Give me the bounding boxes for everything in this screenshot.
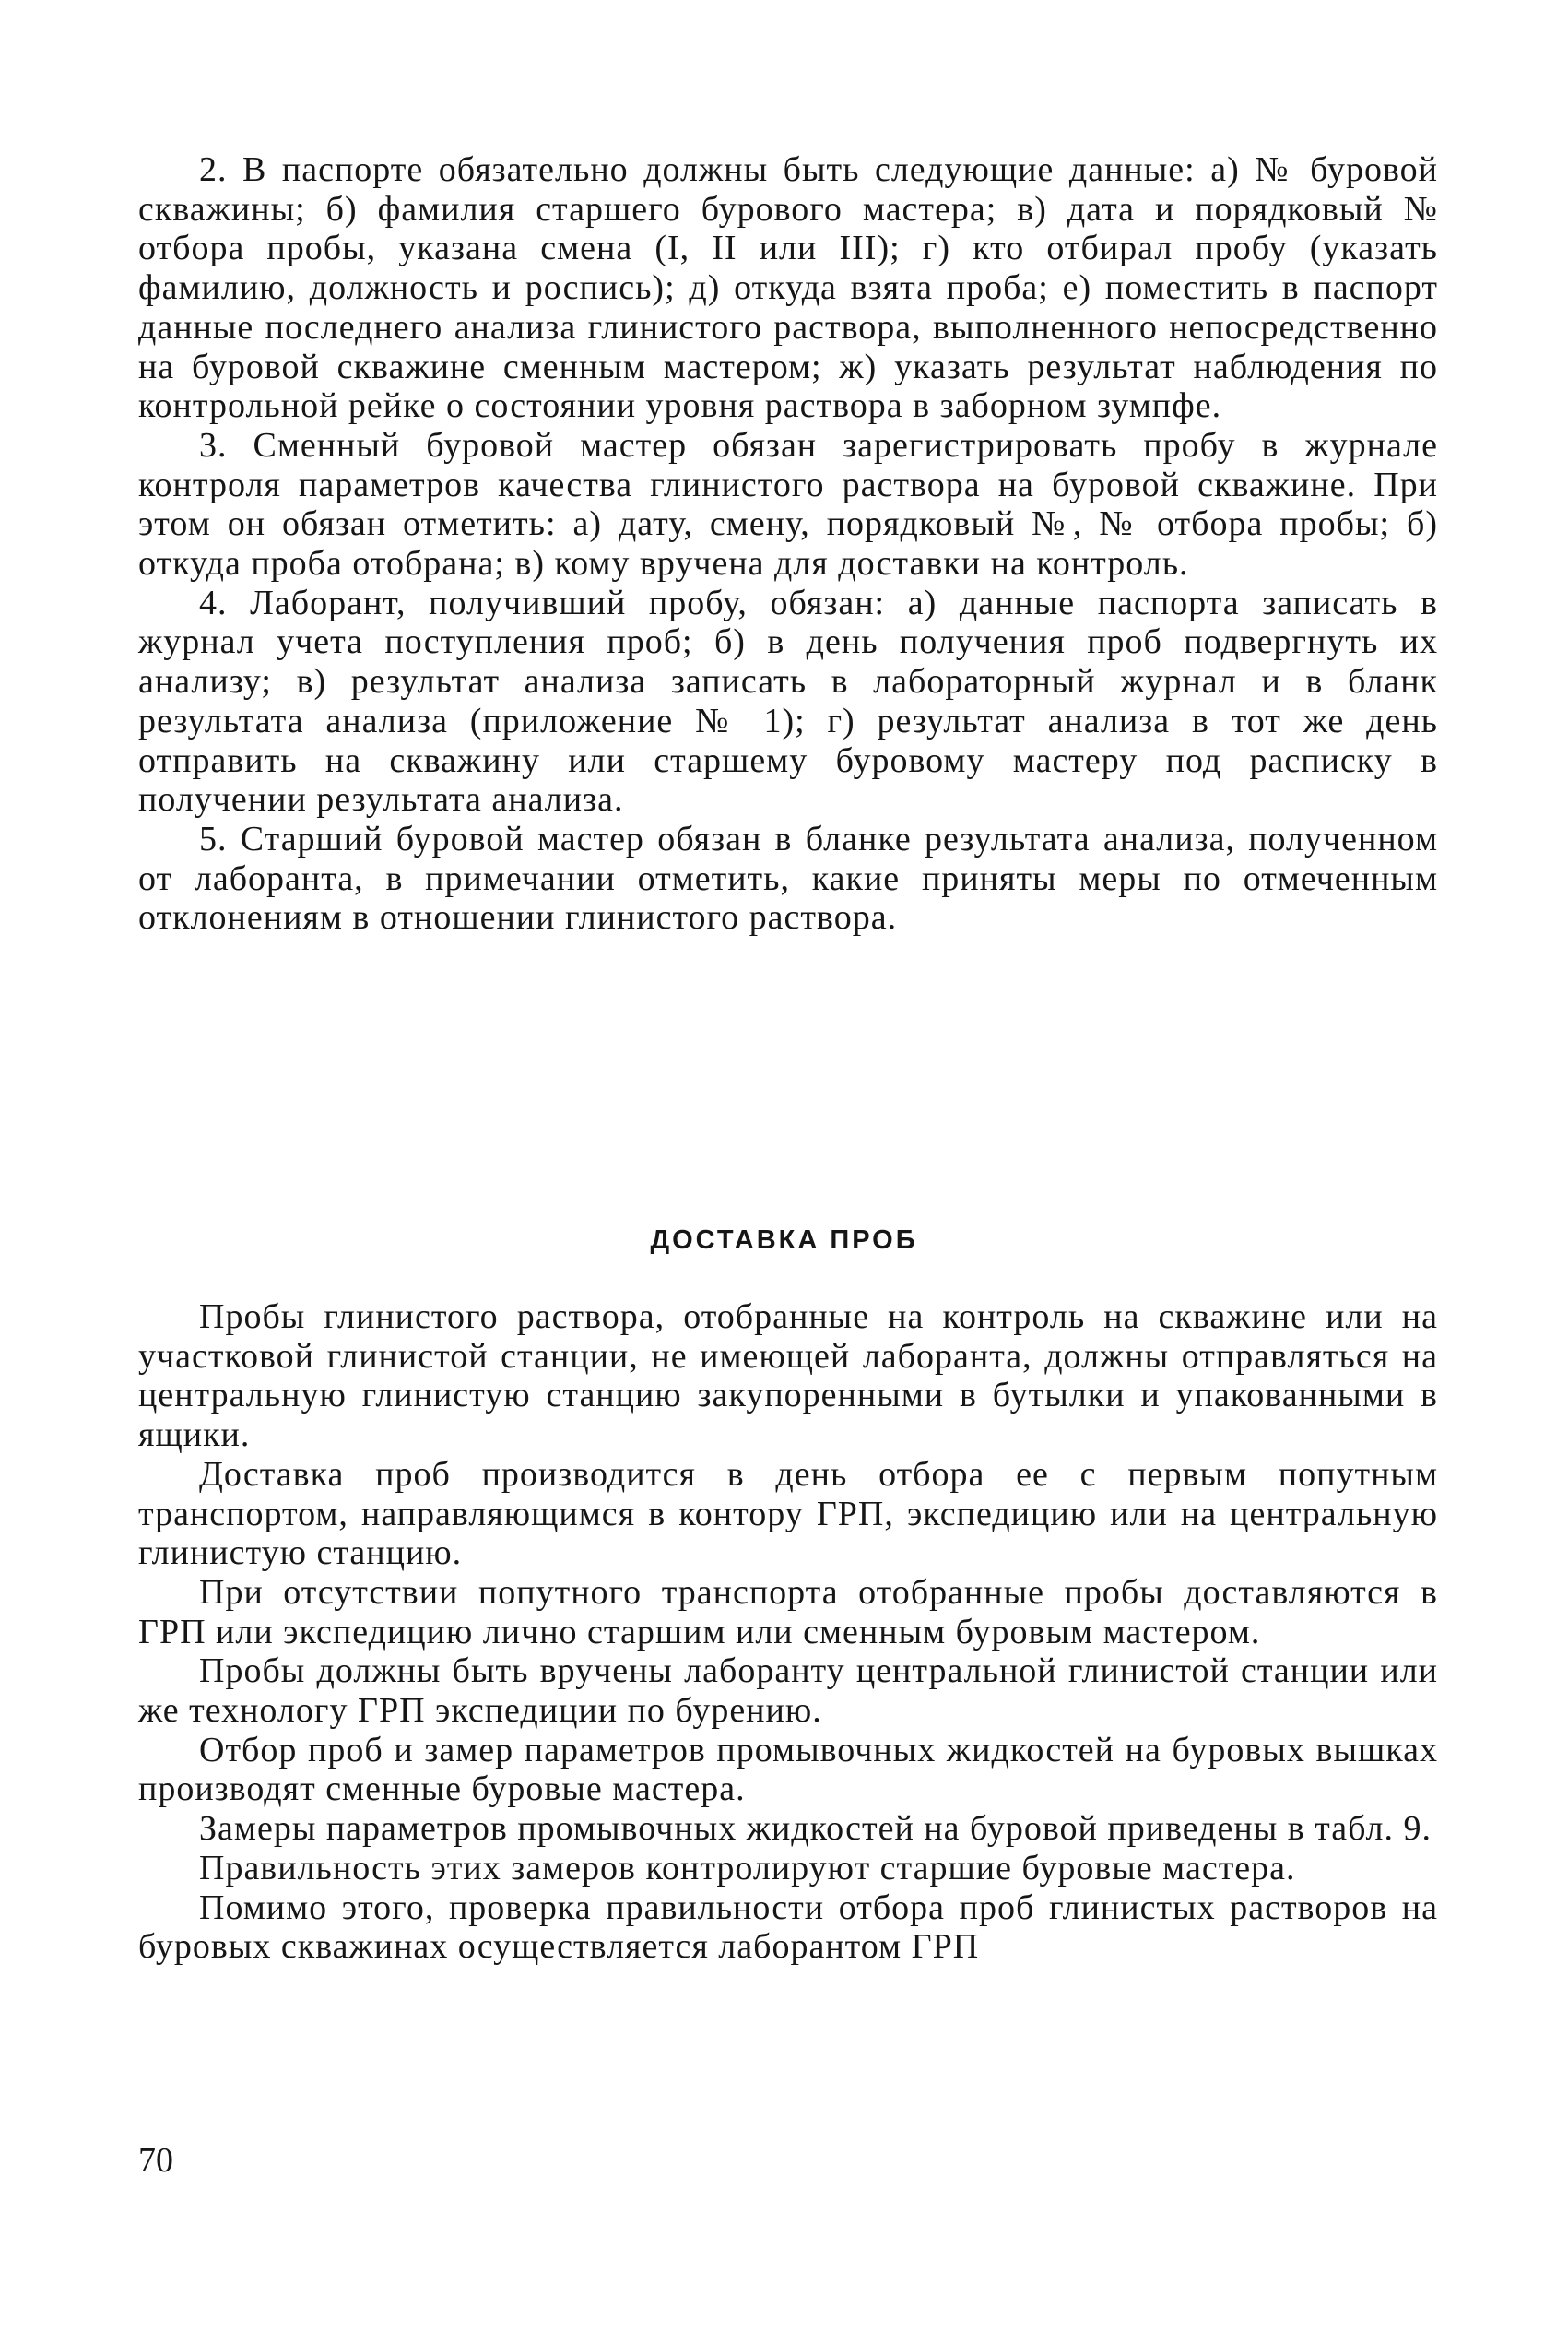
list-item-4: 4. Лаборант, получивший пробу, обязан: а) данные паспорта записать в журнал учета поступления проб; б) в день получения проб подвергнуть их анализу; в) результат анализа записать в лабораторный журнал и в бланк результата анализа (приложение № 1); г) результат анализа в тот же день отправить на скважину или старшему буровому мастеру под расписку в получении результата анализа.: [138, 583, 1438, 820]
section-heading: ДОСТАВКА ПРОБ: [650, 1225, 918, 1255]
list-item-3: 3. Сменный буровой мастер обязан зарегистрировать пробу в журнале контроля параметров качества глинистого раствора на буровой скважине. При этом он обязан отметить: а) дату, смену, порядковый №, № отбора пробы; б) откуда проба отобрана; в) кому вручена для доставки на контроль.: [138, 425, 1438, 584]
paragraph: Отбор проб и замер параметров промывочных жидкостей на буровых вышках производят сменные буровые мастера.: [138, 1730, 1438, 1809]
paragraph: Помимо этого, проверка правильности отбора проб глинистых растворов на буровых скважинах осуществляется лаборантом ГРП: [138, 1887, 1438, 1967]
page-number: 70: [138, 2141, 173, 2180]
numbered-requirements-list: [138, 150, 1438, 938]
paragraph: Замеры параметров промывочных жидкостей на буровой приведены в табл. 9.: [199, 1809, 1432, 1849]
paragraph: Правильность этих замеров контролируют старшие буровые мастера.: [199, 1848, 1296, 1887]
paragraph: При отсутствии попутного транспорта отобранные пробы доставляются в ГРП или экспедицию лично старшим или сменным буровым мастером.: [138, 1572, 1438, 1651]
section-body: [138, 1297, 1438, 1967]
list-item-5: 5. Старший буровой мастер обязан в бланке результата анализа, полученном от лаборанта, в примечании отметить, какие приняты меры по отмеченным отклонениям в отношении глинистого раствора.: [138, 819, 1438, 938]
list-item-2: 2. В паспорте обязательно должны быть следующие данные: а) № буровой скважины; б) фамилия старшего бурового мастера; в) дата и порядковый № отбора пробы, указана смена (I, II или III); г) кто отбирал пробу (указать фамилию, должность и роспись); д) откуда взята проба; е) поместить в паспорт данные последнего анализа глинистого раствора, выполненного непосредственно на буровой скважине сменным мастером; ж) указать результат наблюдения по контрольной рейке о состоянии уровня раствора в заборном зумпфе.: [138, 150, 1438, 426]
paragraph: Пробы должны быть вручены лаборанту центральной глинистой станции или же технологу ГРП экспедиции по бурению.: [138, 1651, 1438, 1731]
paragraph: Пробы глинистого раствора, отобранные на контроль на скважине или на участковой глинистой станции, не имеющей лаборанта, должны отправляться на центральную глинистую станцию закупоренными в бутылки и упакованными в ящики.: [138, 1297, 1438, 1455]
paragraph: Доставка проб производится в день отбора ее с первым попутным транспортом, направляющимся в контору ГРП, экспедицию или на центральную глинистую станцию.: [138, 1454, 1438, 1573]
